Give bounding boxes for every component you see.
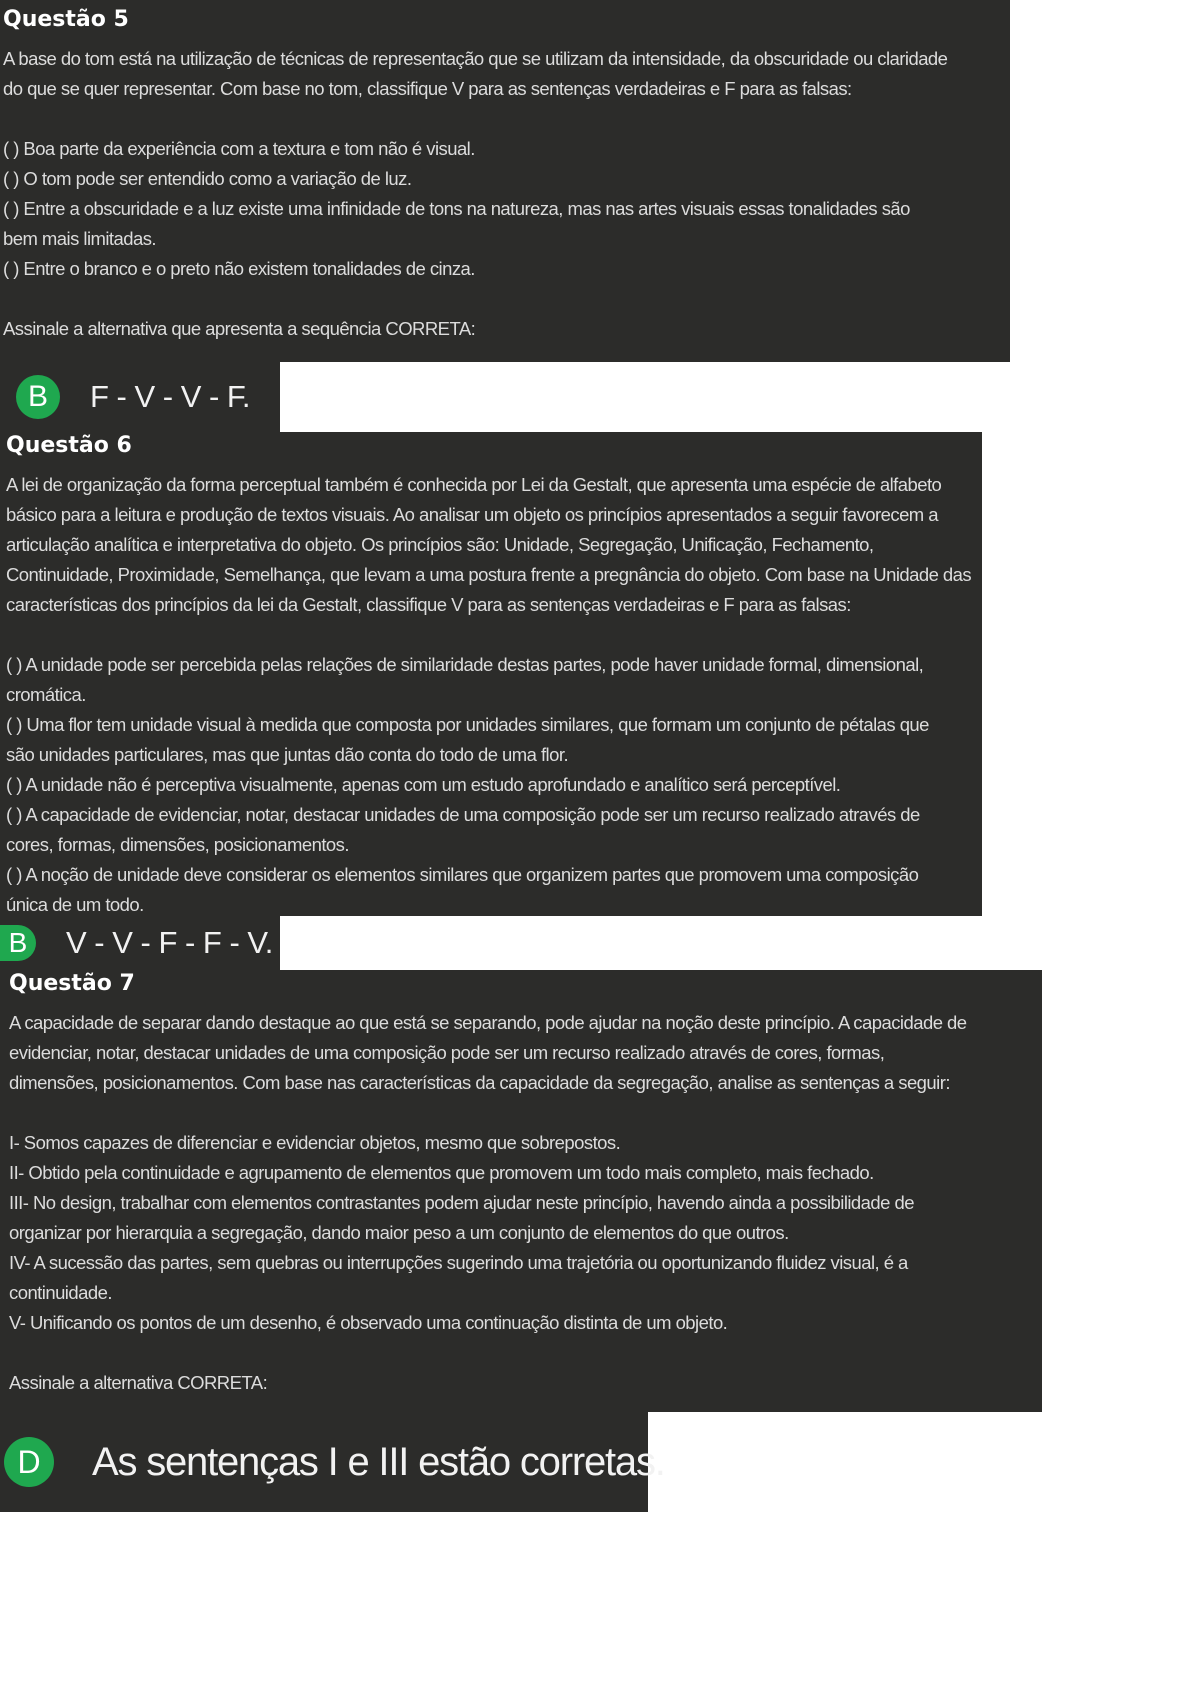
statement-line: ( ) A unidade pode ser percebida pelas relações de similaridade destas partes, pode haver unidade formal, dimensional, [6,654,924,675]
question-7-prompt: Assinale a alternativa CORRETA: [9,1372,268,1393]
question-5-intro [3,44,1010,104]
question-6-answer [0,916,280,970]
answer-letter-badge: B [16,375,60,419]
statement-line: cromática. [6,684,86,705]
statement-line: ( ) Entre a obscuridade e a luz existe uma infinidade de tons na natureza, mas nas artes visuais essas tonalidades são [3,198,910,219]
question-7-panel [0,970,1042,1412]
statement-line: I- Somos capazes de diferenciar e evidenciar objetos, mesmo que sobrepostos. [9,1132,621,1153]
answer-text: F - V - V - F. [90,379,251,414]
question-7-title: Questão 7 [9,971,135,996]
statement-line: ( ) Uma flor tem unidade visual à medida que composta por unidades similares, que formam um conjunto de pétalas que [6,714,929,735]
question-7-items [9,1128,1042,1338]
question-5-panel [0,0,1010,362]
statement-line: ( ) A noção de unidade deve considerar os elementos similares que organizem partes que promovem uma composição [6,864,919,885]
question-6-intro [6,470,982,620]
statement-line: bem mais limitadas. [3,228,157,249]
statement-line: organizar por hierarquia a segregação, dando maior peso a um conjunto de elementos do que outros. [9,1222,789,1243]
statement-line: ( ) A capacidade de evidenciar, notar, destacar unidades de uma composição pode ser um recurso realizado através de [6,804,920,825]
answer-letter-badge: B [0,925,36,961]
question-5-prompt: Assinale a alternativa que apresenta a sequência CORRETA: [3,318,476,339]
intro-line: evidenciar, notar, destacar unidades de uma composição pode ser um recurso realizado através de cores, formas, [9,1042,885,1063]
intro-line: Continuidade, Proximidade, Semelhança, que levam a uma postura frente a pregnância do objeto. Com base na Unidade das [6,564,972,585]
question-6-title: Questão 6 [6,433,132,458]
statement-line: única de um todo. [6,894,144,915]
statement-line: II- Obtido pela continuidade e agrupamento de elementos que promovem um todo mais completo, mais fechado. [9,1162,874,1183]
question-5-title: Questão 5 [3,7,129,32]
intro-line: dimensões, posicionamentos. Com base nas características da capacidade da segregação, analise as sentenças a seguir: [9,1072,950,1093]
intro-line: A base do tom está na utilização de técnicas de representação que se utilizam da intensidade, da obscuridade ou claridade [3,48,948,69]
question-6-panel [0,432,982,916]
question-7-answer [0,1412,665,1512]
answer-letter-badge: D [4,1437,54,1487]
statement-line: ( ) A unidade não é perceptiva visualmente, apenas com um estudo aprofundado e analítico será perceptível. [6,774,841,795]
question-5-items [3,134,1010,284]
statement-line: ( ) Boa parte da experiência com a textura e tom não é visual. [3,138,475,159]
intro-line: do que se quer representar. Com base no tom, classifique V para as sentenças verdadeiras e F para as falsas: [3,78,852,99]
statement-line: V- Unificando os pontos de um desenho, é observado uma continuação distinta de um objeto. [9,1312,728,1333]
intro-line: características dos princípios da lei da Gestalt, classifique V para as sentenças verdadeiras e F para as falsas: [6,594,851,615]
intro-line: A lei de organização da forma perceptual também é conhecida por Lei da Gestalt, que apresenta uma espécie de alfabeto [6,474,942,495]
statement-line: são unidades particulares, mas que juntas dão conta do todo de uma flor. [6,744,569,765]
statement-line: IV- A sucessão das partes, sem quebras ou interrupções sugerindo uma trajetória ou oportunizando fluidez visual, é a [9,1252,908,1273]
question-5-answer [0,362,280,432]
intro-line: articulação analítica e interpretativa do objeto. Os princípios são: Unidade, Segregação, Unificação, Fechamento, [6,534,874,555]
statement-line: III- No design, trabalhar com elementos contrastantes podem ajudar neste princípio, havendo ainda a possibilidade de [9,1192,914,1213]
statement-line: cores, formas, dimensões, posicionamentos. [6,834,349,855]
answer-text: V - V - F - F - V. [66,925,273,960]
answer-text: As sentenças I e III estão corretas. [92,1439,665,1484]
intro-line: básico para a leitura e produção de textos visuais. Ao analisar um objeto os princípios apresentados a seguir favorecem a [6,504,938,525]
question-7-intro [9,1008,1042,1098]
statement-line: ( ) Entre o branco e o preto não existem tonalidades de cinza. [3,258,475,279]
intro-line: A capacidade de separar dando destaque ao que está se separando, pode ajudar na noção deste princípio. A capacidade de [9,1012,967,1033]
statement-line: continuidade. [9,1282,112,1303]
question-6-items [6,650,982,920]
statement-line: ( ) O tom pode ser entendido como a variação de luz. [3,168,412,189]
